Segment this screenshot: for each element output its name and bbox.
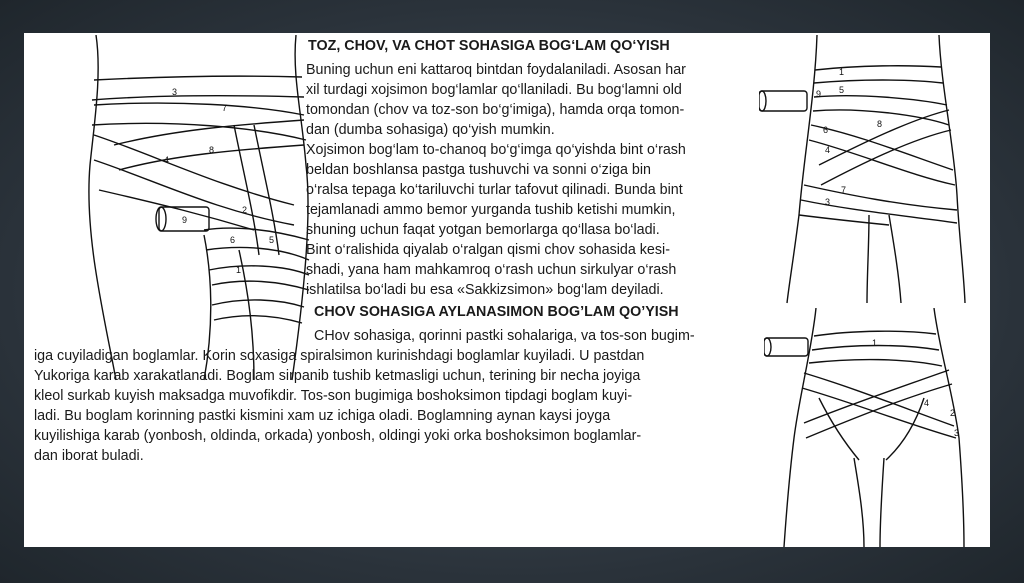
groin-bandage-illustration [764, 308, 979, 547]
fig-label: 9 [182, 215, 188, 225]
fig-label: 9 [816, 89, 822, 99]
section2-line: kuyilishiga karab (yonbosh, oldinda, orkada) yonbosh, oldingi yoki orka boshoksimon boglamlar- [34, 428, 642, 444]
section1-line: o‘ralsa tepaga ko‘tariluvchi turlar tafovut qilinadi. Bunda bint [306, 182, 683, 198]
fig-label: 3 [172, 87, 178, 97]
section1-line: Xojsimon bog‘lam to-chanoq bo‘g‘imga qo‘yishda bint o‘rash [306, 142, 686, 158]
fig-label: 3 [954, 428, 960, 438]
hip-bandage-front-illustration [54, 35, 339, 385]
fig-label: 6 [823, 125, 829, 135]
fig-label: 8 [877, 119, 883, 129]
section1-title: TOZ, CHOV, VA CHOT SOHASIGA BOG‘LAM QO‘YISH [308, 38, 670, 54]
fig-label: 7 [841, 185, 847, 195]
fig-label: 2 [950, 408, 956, 418]
section2-line: CHov sohasiga, qorinni pastki sohalariga, va tos-son bugim- [314, 328, 695, 344]
fig-label: 1 [236, 265, 242, 275]
fig-label: 1 [872, 338, 878, 348]
hip-bandage-side-illustration [759, 35, 979, 305]
section2-title: CHOV SOHASIGA AYLANASIMON BOG’LAM QO’YISH [314, 304, 679, 320]
fig-label: 1 [839, 67, 845, 77]
section2-line: ladi. Bu boglam korinning pastki kismini xam uz ichiga oladi. Boglamning aynan kaysi joyga [34, 408, 611, 424]
fig-label: 8 [209, 145, 215, 155]
document-page [24, 33, 990, 547]
section1-line: dan (dumba sohasiga) qo‘yish mumkin. [306, 122, 555, 138]
fig-label: 4 [164, 155, 170, 165]
section2-line: iga cuyiladigan boglamlar. Korin soxasiga spiralsimon kurinishdagi boglamlar kuyiladi. U pastdan [34, 348, 645, 364]
fig-label: 4 [924, 398, 930, 408]
fig-label: 5 [839, 85, 845, 95]
section1-line: shadi, yana ham mahkamroq o‘rash uchun sirkulyar o‘rash [306, 262, 677, 278]
fig-label: 7 [222, 103, 228, 113]
section1-line: ishlatilsa bo‘ladi bu esa «Sakkizsimon» bog‘lam deyiladi. [306, 282, 664, 298]
fig-label: 3 [825, 197, 831, 207]
section1-line: beldan boshlansa pastga tushuvchi va sonni o‘ziga bin [306, 162, 651, 178]
section1-line: tomondan (chov va toz-son bo‘g‘imiga), hamda orqa tomon- [306, 102, 685, 118]
fig-label: 5 [269, 235, 275, 245]
fig-label: 6 [230, 235, 236, 245]
section1-line: xil turdagi xojsimon bog‘lamlar qo‘llaniladi. Bu bog‘lamni old [306, 82, 682, 98]
section2-line: Yukoriga karab xarakatlanadi. Boglam sirpanib tushib ketmasligi uchun, terining bir necha joyiga [34, 368, 641, 384]
section2-line: kleol surkab kuyish maksadga muvofikdir. Tos-son bugimiga boshoksimon tipdagi boglam kuyi- [34, 388, 633, 404]
section1-line: tejamlanadi ammo bemor yurganda tushib ketishi mumkin, [306, 202, 676, 218]
section1-line: shuning uchun faqat yotgan bemorlarga qo‘llasa bo‘ladi. [306, 222, 660, 238]
section2-line: dan iborat buladi. [34, 448, 144, 464]
section1-line: Buning uchun eni kattaroq bintdan foydalaniladi. Asosan har [306, 62, 686, 78]
fig-label: 4 [825, 145, 831, 155]
section1-line: Bint o‘ralishida qiyalab o‘ralgan qismi chov sohasida kesi- [306, 242, 670, 258]
fig-label: 2 [242, 205, 248, 215]
